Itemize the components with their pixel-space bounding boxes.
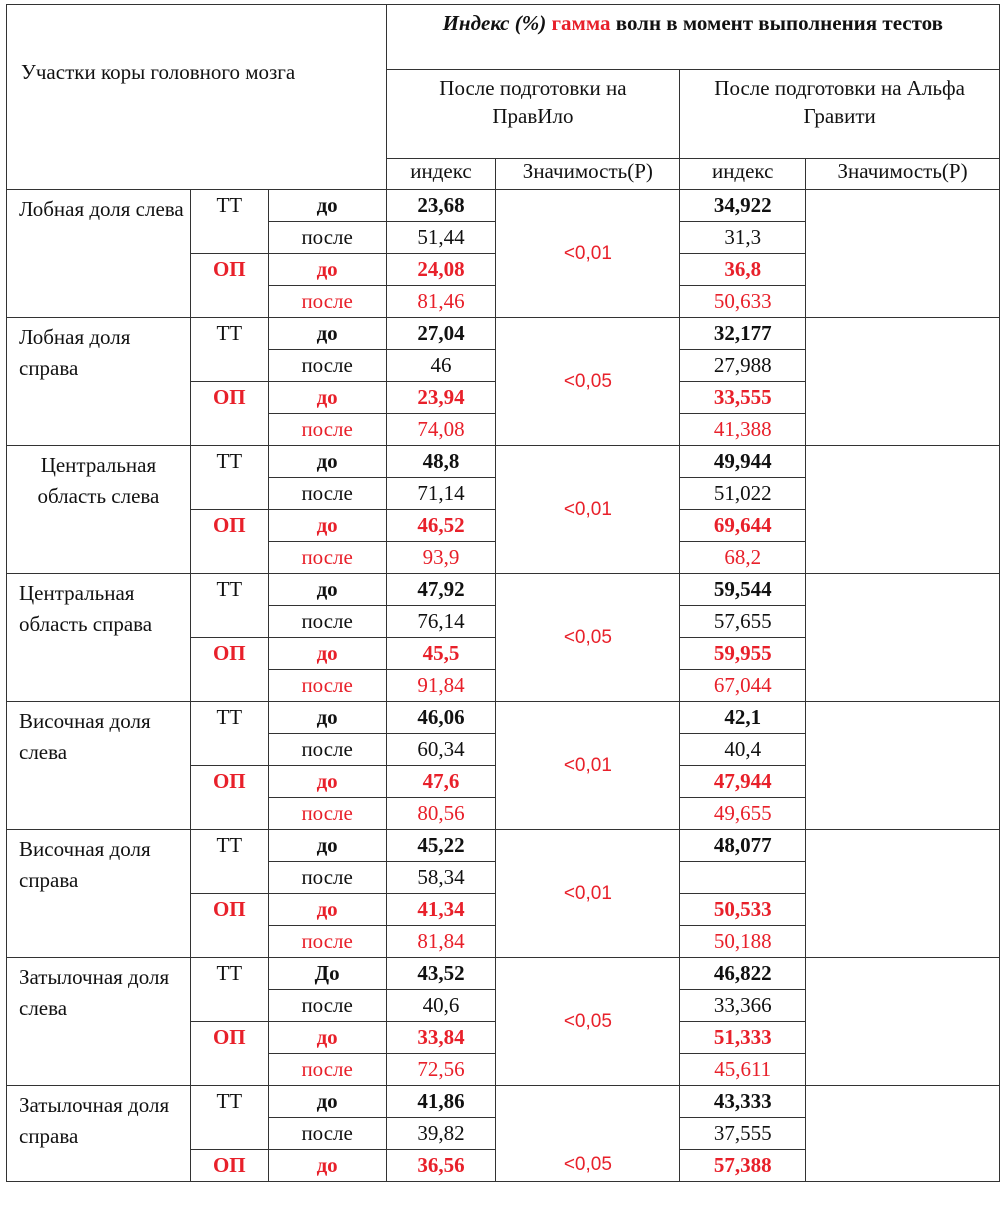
value-cell xyxy=(386,542,496,574)
stage-label: после xyxy=(301,737,353,761)
significance-cell xyxy=(496,574,680,702)
value-cell xyxy=(386,318,496,350)
value: 43,52 xyxy=(417,961,465,985)
group-op-label: ОП xyxy=(212,257,246,281)
alpha-column-header xyxy=(680,70,1000,159)
value: 32,177 xyxy=(713,321,772,345)
group-tt xyxy=(190,1086,268,1150)
value: 47,944 xyxy=(713,769,772,793)
index-title-part2: гамма xyxy=(551,11,611,35)
group-tt xyxy=(190,318,268,382)
group-tt xyxy=(190,830,268,894)
index-title-part3: волн в момент выполнения тестов xyxy=(615,11,943,35)
significance-cell xyxy=(496,702,680,830)
group-op-label: ОП xyxy=(212,513,246,537)
group-op-label: ОП xyxy=(212,769,246,793)
value: 49,944 xyxy=(713,449,772,473)
stage-label: после xyxy=(301,545,353,569)
group-op xyxy=(190,510,268,574)
stage-label: до xyxy=(316,257,338,281)
regions-header xyxy=(7,5,387,190)
group-op-label: ОП xyxy=(212,385,246,409)
value-cell xyxy=(386,958,496,990)
value-cell xyxy=(386,414,496,446)
value: 45,611 xyxy=(714,1057,772,1081)
value-cell xyxy=(386,1150,496,1182)
value: 45,5 xyxy=(422,641,460,665)
value: 50,633 xyxy=(713,289,772,313)
significance-cell xyxy=(496,318,680,446)
stage-do xyxy=(268,766,386,798)
value-cell xyxy=(680,254,806,286)
value: 58,34 xyxy=(417,865,465,889)
value-cell xyxy=(386,926,496,958)
stage-do xyxy=(268,446,386,478)
value-cell xyxy=(386,1022,496,1054)
value-cell xyxy=(386,990,496,1022)
group-op xyxy=(190,638,268,702)
value-cell xyxy=(680,734,806,766)
group-tt-label: ТТ xyxy=(216,449,243,473)
value-cell xyxy=(680,798,806,830)
value: 47,6 xyxy=(422,769,460,793)
subheader-index-alpha xyxy=(680,159,806,190)
group-tt xyxy=(190,702,268,766)
group-op xyxy=(190,382,268,446)
value-cell xyxy=(386,510,496,542)
stage-after xyxy=(268,1118,386,1150)
stage-do xyxy=(268,1150,386,1182)
significance-cell xyxy=(496,830,680,958)
value: 50,188 xyxy=(713,929,772,953)
stage-label: после xyxy=(301,417,353,441)
value: 41,86 xyxy=(417,1089,465,1113)
region-label: Затылочная доля слева xyxy=(19,965,170,1020)
stage-after xyxy=(268,542,386,574)
stage-after xyxy=(268,862,386,894)
stage-label: до xyxy=(316,321,338,345)
group-tt-label: ТТ xyxy=(216,705,243,729)
value: 71,14 xyxy=(417,481,465,505)
value: 45,22 xyxy=(417,833,465,857)
value: 81,84 xyxy=(417,929,465,953)
stage-label: после xyxy=(301,673,353,697)
group-op xyxy=(190,1150,268,1182)
stage-label: до xyxy=(316,833,338,857)
alpha-significance-cell xyxy=(806,318,1000,446)
region-cell xyxy=(7,190,191,318)
stage-label: после xyxy=(301,993,353,1017)
stage-label: до xyxy=(316,513,338,537)
alpha-significance-cell xyxy=(806,446,1000,574)
subheader-sig-label: Значимость(Р) xyxy=(837,159,968,183)
group-op-label: ОП xyxy=(212,1153,246,1177)
stage-label: До xyxy=(314,961,340,985)
value-cell xyxy=(386,574,496,606)
value-cell xyxy=(680,446,806,478)
value: 27,988 xyxy=(713,353,772,377)
alpha-significance-cell xyxy=(806,1086,1000,1182)
value-cell xyxy=(386,478,496,510)
gamma-index-table xyxy=(6,4,1000,1182)
subheader-sig-praviло xyxy=(496,159,680,190)
stage-label: после xyxy=(301,865,353,889)
stage-label: после xyxy=(301,481,353,505)
group-tt xyxy=(190,574,268,638)
group-tt-label: ТТ xyxy=(216,193,243,217)
value: 57,388 xyxy=(713,1153,772,1177)
value-cell xyxy=(680,414,806,446)
region-label: Затылочная доля справа xyxy=(19,1093,170,1148)
value: 46,52 xyxy=(417,513,465,537)
value-cell xyxy=(680,926,806,958)
stage-after xyxy=(268,670,386,702)
subheader-sig-label: Значимость(Р) xyxy=(522,159,653,183)
value: 42,1 xyxy=(724,705,762,729)
value-cell xyxy=(680,670,806,702)
value: 68,2 xyxy=(724,545,762,569)
value: 49,655 xyxy=(713,801,772,825)
value: 51,022 xyxy=(713,481,772,505)
value-cell xyxy=(680,1118,806,1150)
value: 34,922 xyxy=(713,193,772,217)
region-label: Височная доля слева xyxy=(19,709,151,764)
value: 80,56 xyxy=(417,801,465,825)
stage-do xyxy=(268,510,386,542)
value: 36,56 xyxy=(417,1153,465,1177)
stage-label: после xyxy=(301,929,353,953)
alpha-significance-cell xyxy=(806,830,1000,958)
stage-do xyxy=(268,894,386,926)
value-cell xyxy=(386,222,496,254)
significance-cell xyxy=(496,958,680,1086)
value-cell xyxy=(680,542,806,574)
value: 46,822 xyxy=(713,961,772,985)
value: 33,366 xyxy=(713,993,772,1017)
value: 41,34 xyxy=(417,897,465,921)
value-cell xyxy=(386,862,496,894)
value-cell xyxy=(680,286,806,318)
value: 27,04 xyxy=(417,321,465,345)
value-cell xyxy=(386,638,496,670)
stage-label: до xyxy=(316,705,338,729)
subheader-index-praviло xyxy=(386,159,496,190)
stage-after xyxy=(268,926,386,958)
subheader-index-label: индекс xyxy=(711,159,774,183)
stage-do xyxy=(268,254,386,286)
value-cell xyxy=(386,894,496,926)
group-op-label: ОП xyxy=(212,641,246,665)
significance-value: <0,05 xyxy=(563,1011,612,1032)
value: 81,46 xyxy=(417,289,465,313)
value: 72,56 xyxy=(417,1057,465,1081)
region-cell xyxy=(7,318,191,446)
significance-value: <0,01 xyxy=(563,499,612,520)
value-cell xyxy=(680,382,806,414)
stage-after xyxy=(268,414,386,446)
value-cell xyxy=(680,830,806,862)
region-cell xyxy=(7,446,191,574)
index-title xyxy=(386,5,999,70)
stage-label: после xyxy=(301,609,353,633)
group-op-label: ОП xyxy=(212,897,246,921)
value-cell xyxy=(680,190,806,222)
value: 46 xyxy=(430,353,452,377)
stage-do xyxy=(268,638,386,670)
value-cell xyxy=(386,254,496,286)
stage-do xyxy=(268,318,386,350)
stage-do xyxy=(268,190,386,222)
value-cell xyxy=(680,1054,806,1086)
index-title-part1: Индекс (%) xyxy=(442,11,547,35)
value-cell xyxy=(680,702,806,734)
value: 23,68 xyxy=(417,193,465,217)
value-cell xyxy=(680,766,806,798)
value-cell xyxy=(386,702,496,734)
value-cell xyxy=(680,894,806,926)
stage-label: до xyxy=(316,1153,338,1177)
alpha-significance-cell xyxy=(806,702,1000,830)
value: 51,44 xyxy=(417,225,465,249)
group-tt xyxy=(190,958,268,1022)
regions-header-label: Участки коры головного мозга xyxy=(21,59,296,84)
value-cell xyxy=(680,350,806,382)
value-cell xyxy=(680,478,806,510)
stage-label: после xyxy=(301,353,353,377)
group-op xyxy=(190,766,268,830)
stage-after xyxy=(268,1054,386,1086)
praviло-column-header xyxy=(386,70,680,159)
stage-do xyxy=(268,1086,386,1118)
value: 69,644 xyxy=(713,513,772,537)
value: 59,955 xyxy=(713,641,772,665)
value-cell xyxy=(680,606,806,638)
stage-label: после xyxy=(301,1121,353,1145)
alpha-column-label: После подготовки на Альфа Гравити xyxy=(714,76,965,128)
subheader-sig-alpha xyxy=(806,159,1000,190)
group-op xyxy=(190,1022,268,1086)
value-cell xyxy=(386,190,496,222)
stage-label: до xyxy=(316,577,338,601)
value-cell xyxy=(680,958,806,990)
region-label: Центральная область справа xyxy=(19,581,153,636)
region-label: Лобная доля слева xyxy=(19,197,184,221)
stage-do xyxy=(268,702,386,734)
value: 57,655 xyxy=(713,609,772,633)
value: 37,555 xyxy=(713,1121,772,1145)
value: 91,84 xyxy=(417,673,465,697)
value-cell xyxy=(386,670,496,702)
value-cell xyxy=(386,286,496,318)
alpha-significance-cell xyxy=(806,190,1000,318)
value-cell xyxy=(680,1150,806,1182)
value-cell xyxy=(386,1118,496,1150)
value-cell xyxy=(680,1086,806,1118)
stage-label: после xyxy=(301,801,353,825)
value-cell xyxy=(680,990,806,1022)
value-cell xyxy=(680,862,806,894)
value: 67,044 xyxy=(713,673,772,697)
value: 33,555 xyxy=(713,385,772,409)
significance-cell xyxy=(496,1086,680,1182)
value: 47,92 xyxy=(417,577,465,601)
region-cell xyxy=(7,702,191,830)
value-cell xyxy=(386,734,496,766)
region-cell xyxy=(7,574,191,702)
significance-value: <0,01 xyxy=(563,243,612,264)
stage-label: до xyxy=(316,193,338,217)
alpha-significance-cell xyxy=(806,574,1000,702)
value: 41,388 xyxy=(713,417,772,441)
value: 74,08 xyxy=(417,417,465,441)
value-cell xyxy=(386,798,496,830)
value: 36,8 xyxy=(724,257,762,281)
stage-after xyxy=(268,222,386,254)
value-cell xyxy=(386,766,496,798)
value-cell xyxy=(680,638,806,670)
value-cell xyxy=(386,446,496,478)
stage-label: до xyxy=(316,897,338,921)
subheader-index-label: индекс xyxy=(410,159,472,183)
value: 60,34 xyxy=(417,737,465,761)
stage-label: до xyxy=(316,1089,338,1113)
stage-after xyxy=(268,734,386,766)
value-cell xyxy=(680,510,806,542)
value: 48,8 xyxy=(422,449,460,473)
value-cell xyxy=(680,318,806,350)
value: 46,06 xyxy=(417,705,465,729)
value: 40,4 xyxy=(724,737,762,761)
region-label: Центральная область слева xyxy=(37,453,160,508)
significance-value: <0,01 xyxy=(563,755,612,776)
stage-after xyxy=(268,990,386,1022)
region-cell xyxy=(7,1086,191,1182)
value: 59,544 xyxy=(713,577,772,601)
value-cell xyxy=(680,574,806,606)
alpha-significance-cell xyxy=(806,958,1000,1086)
group-op xyxy=(190,894,268,958)
value: 76,14 xyxy=(417,609,465,633)
stage-after xyxy=(268,606,386,638)
value: 40,6 xyxy=(422,993,460,1017)
value: 51,333 xyxy=(713,1025,772,1049)
stage-label: после xyxy=(301,289,353,313)
stage-do xyxy=(268,574,386,606)
value-cell xyxy=(386,1054,496,1086)
significance-value: <0,05 xyxy=(563,1154,612,1175)
region-cell xyxy=(7,958,191,1086)
stage-do xyxy=(268,958,386,990)
group-tt xyxy=(190,446,268,510)
praviло-column-label: После подготовки на ПравИло xyxy=(439,76,627,128)
stage-label: до xyxy=(316,1025,338,1049)
group-tt-label: ТТ xyxy=(216,577,243,601)
value-cell xyxy=(680,1022,806,1054)
stage-after xyxy=(268,478,386,510)
stage-after xyxy=(268,350,386,382)
stage-label: после xyxy=(301,1057,353,1081)
group-tt-label: ТТ xyxy=(216,833,243,857)
stage-label: до xyxy=(316,641,338,665)
region-cell xyxy=(7,830,191,958)
value: 50,533 xyxy=(713,897,772,921)
stage-label: до xyxy=(316,385,338,409)
value: 24,08 xyxy=(417,257,465,281)
value-cell xyxy=(386,606,496,638)
region-label: Лобная доля справа xyxy=(19,325,131,380)
significance-value: <0,05 xyxy=(563,371,612,392)
region-label: Височная доля справа xyxy=(19,837,151,892)
stage-after xyxy=(268,798,386,830)
stage-label: до xyxy=(316,769,338,793)
value: 43,333 xyxy=(713,1089,772,1113)
stage-after xyxy=(268,286,386,318)
value: 23,94 xyxy=(417,385,465,409)
stage-do xyxy=(268,1022,386,1054)
value-cell xyxy=(386,830,496,862)
value-cell xyxy=(386,382,496,414)
value: 39,82 xyxy=(417,1121,465,1145)
stage-label: до xyxy=(316,449,338,473)
significance-cell xyxy=(496,190,680,318)
value-cell xyxy=(386,350,496,382)
value: 33,84 xyxy=(417,1025,465,1049)
value-cell xyxy=(386,1086,496,1118)
group-tt xyxy=(190,190,268,254)
stage-label: после xyxy=(301,225,353,249)
group-op-label: ОП xyxy=(212,1025,246,1049)
significance-cell xyxy=(496,446,680,574)
value: 48,077 xyxy=(713,833,772,857)
stage-do xyxy=(268,830,386,862)
value-cell xyxy=(680,222,806,254)
significance-value: <0,05 xyxy=(563,627,612,648)
stage-do xyxy=(268,382,386,414)
value: 93,9 xyxy=(422,545,460,569)
group-tt-label: ТТ xyxy=(216,1089,243,1113)
group-op xyxy=(190,254,268,318)
value: 31,3 xyxy=(724,225,762,249)
significance-value: <0,01 xyxy=(563,883,612,904)
group-tt-label: ТТ xyxy=(216,961,243,985)
group-tt-label: ТТ xyxy=(216,321,243,345)
